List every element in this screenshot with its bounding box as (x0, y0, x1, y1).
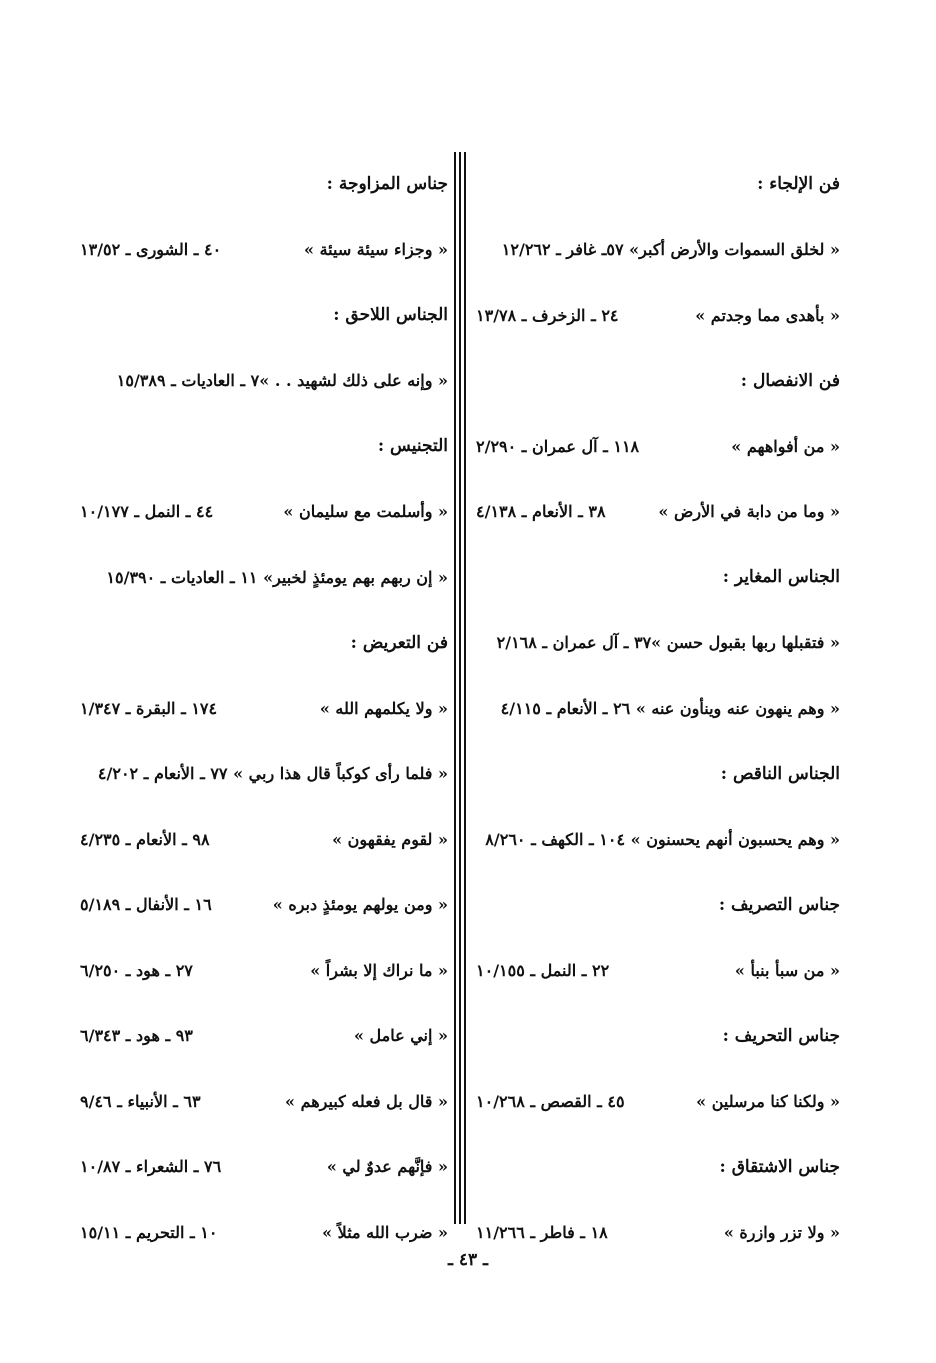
citation-text: « فلما رأى كوكباً قال هذا ربي » ٧٧ ـ الأنعام ـ ٤/٢٠٢ (97, 764, 448, 784)
citation-line (476, 283, 840, 349)
heading-text: جناس الاشتقاق : (719, 1156, 840, 1177)
citation-line (80, 938, 448, 1004)
verse-reference: ١٧٤ ـ البقرة ـ ١/٣٤٧ (80, 698, 218, 718)
citation-line (80, 545, 448, 611)
verse-reference: ٢٤ ـ الزخرف ـ ١٣/٧٨ (476, 305, 619, 325)
quote-text: « بأهدى مما وجدتم » (695, 305, 840, 325)
heading-text: الجناس الناقص : (720, 763, 840, 784)
citation-line (476, 414, 840, 480)
citation-line (80, 1135, 448, 1201)
verse-reference: ١١٨ ـ آل عمران ـ ٢/٢٩٠ (476, 436, 640, 456)
quote-text: « وأسلمت مع سليمان » (283, 502, 448, 522)
citation-line (476, 1069, 840, 1135)
left-column (80, 152, 448, 1266)
citation-line (476, 807, 840, 873)
citation-line (476, 480, 840, 546)
section-heading (476, 1135, 840, 1201)
page-number: ـ ٤٣ ـ (447, 1250, 489, 1270)
section-heading (476, 545, 840, 611)
section-heading (476, 1004, 840, 1070)
citation-line (80, 480, 448, 546)
citation-line (80, 349, 448, 415)
verse-reference: ١٠ ـ التحريم ـ ١٥/١١ (80, 1222, 218, 1242)
quote-text: « ضرب الله مثلاً » (322, 1222, 448, 1242)
quote-text: « وما من دابة في الأرض » (658, 502, 840, 522)
quote-text: « ولا تزر وازرة » (723, 1222, 840, 1242)
verse-reference: ٤٥ ـ القصص ـ ١٠/٢٦٨ (476, 1091, 625, 1111)
quote-text: « لقوم يفقهون » (332, 829, 448, 849)
column-divider (454, 152, 466, 1224)
verse-reference: ٢٢ ـ النمل ـ ١٠/١٥٥ (476, 960, 610, 980)
quote-text: « وجزاء سيئة سيئة » (304, 240, 448, 260)
heading-text: الجناس اللاحق : (333, 305, 448, 326)
citation-line (476, 611, 840, 677)
section-heading (476, 873, 840, 939)
citation-line (80, 807, 448, 873)
section-heading (476, 152, 840, 218)
heading-text: التجنيس : (377, 436, 448, 457)
verse-reference: ١٨ ـ فاطر ـ ١١/٢٦٦ (476, 1222, 608, 1242)
citation-text: « وهم ينهون عنه وينأون عنه » ٢٦ ـ الأنعام ـ ٤/١١٥ (500, 698, 840, 718)
heading-text: فن الإلجاء : (757, 174, 840, 195)
heading-text: جناس التصريف : (718, 894, 840, 915)
verse-reference: ٢٧ ـ هود ـ ٦/٢٥٠ (80, 960, 193, 980)
citation-line (476, 218, 840, 284)
citation-line (80, 218, 448, 284)
section-heading (80, 414, 448, 480)
heading-text: جناس التحريف : (722, 1025, 840, 1046)
citation-text: « فتقبلها ربها بقبول حسن »٣٧ ـ آل عمران ـ ٢/١٦٨ (496, 633, 840, 653)
quote-text: « إني عامل » (353, 1026, 448, 1046)
citation-line (80, 1069, 448, 1135)
verse-reference: ٩٨ ـ الأنعام ـ ٤/٢٣٥ (80, 829, 210, 849)
section-heading (476, 349, 840, 415)
citation-line (476, 938, 840, 1004)
quote-text: « ومن يولهم يومئذٍ دبره » (272, 895, 448, 915)
citation-line (80, 742, 448, 808)
verse-reference: ٣٨ ـ الأنعام ـ ٤/١٣٨ (476, 502, 606, 522)
section-heading (476, 742, 840, 808)
citation-line (476, 676, 840, 742)
quote-text: « ما نراك إلا بشراً » (310, 960, 448, 980)
quote-text: « فإنَّهم عدوٌ لي » (326, 1157, 448, 1177)
heading-text: الجناس المغاير : (722, 567, 840, 588)
citation-text: « وإنه على ذلك لشهيد . . »٧ ـ العاديات ـ ١٥/٣٨٩ (116, 371, 448, 391)
citation-text: « لخلق السموات والأرض أكبر» ٥٧ـ غافر ـ ١٢/٢٦٢ (501, 240, 840, 260)
citation-line (80, 676, 448, 742)
citation-line (80, 1004, 448, 1070)
heading-text: جناس المزاوجة : (326, 174, 448, 195)
section-heading (80, 152, 448, 218)
right-column (476, 152, 840, 1266)
verse-reference: ١٦ ـ الأنفال ـ ٥/١٨٩ (80, 895, 212, 915)
quote-text: « ولا يكلمهم الله » (319, 698, 448, 718)
quote-text: « من أفواههم » (731, 436, 840, 456)
quote-text: « من سبأ بنبأ » (734, 960, 840, 980)
citation-text: « إن ربهم بهم يومئذٍ لخبير» ١١ ـ العاديات ـ ١٥/٣٩٠ (106, 567, 448, 587)
section-heading (80, 611, 448, 677)
heading-text: فن الانفصال : (740, 370, 840, 391)
citation-line (80, 873, 448, 939)
quote-text: « ولكنا كنا مرسلين » (696, 1091, 840, 1111)
quote-text: « قال بل فعله كبيرهم » (285, 1091, 448, 1111)
section-heading (80, 283, 448, 349)
verse-reference: ٩٣ ـ هود ـ ٦/٣٤٣ (80, 1026, 193, 1046)
verse-reference: ٦٣ ـ الأنبياء ـ ٩/٤٦ (80, 1091, 201, 1111)
heading-text: فن التعريض : (350, 632, 448, 653)
verse-reference: ٤٤ ـ النمل ـ ١٠/١٧٧ (80, 502, 214, 522)
verse-reference: ٧٦ ـ الشعراء ـ ١٠/٨٧ (80, 1157, 222, 1177)
citation-text: « وهم يحسبون أنهم يحسنون » ١٠٤ ـ الكهف ـ ٨/٢٦٠ (485, 829, 840, 849)
verse-reference: ٤٠ ـ الشورى ـ ١٣/٥٢ (80, 240, 222, 260)
